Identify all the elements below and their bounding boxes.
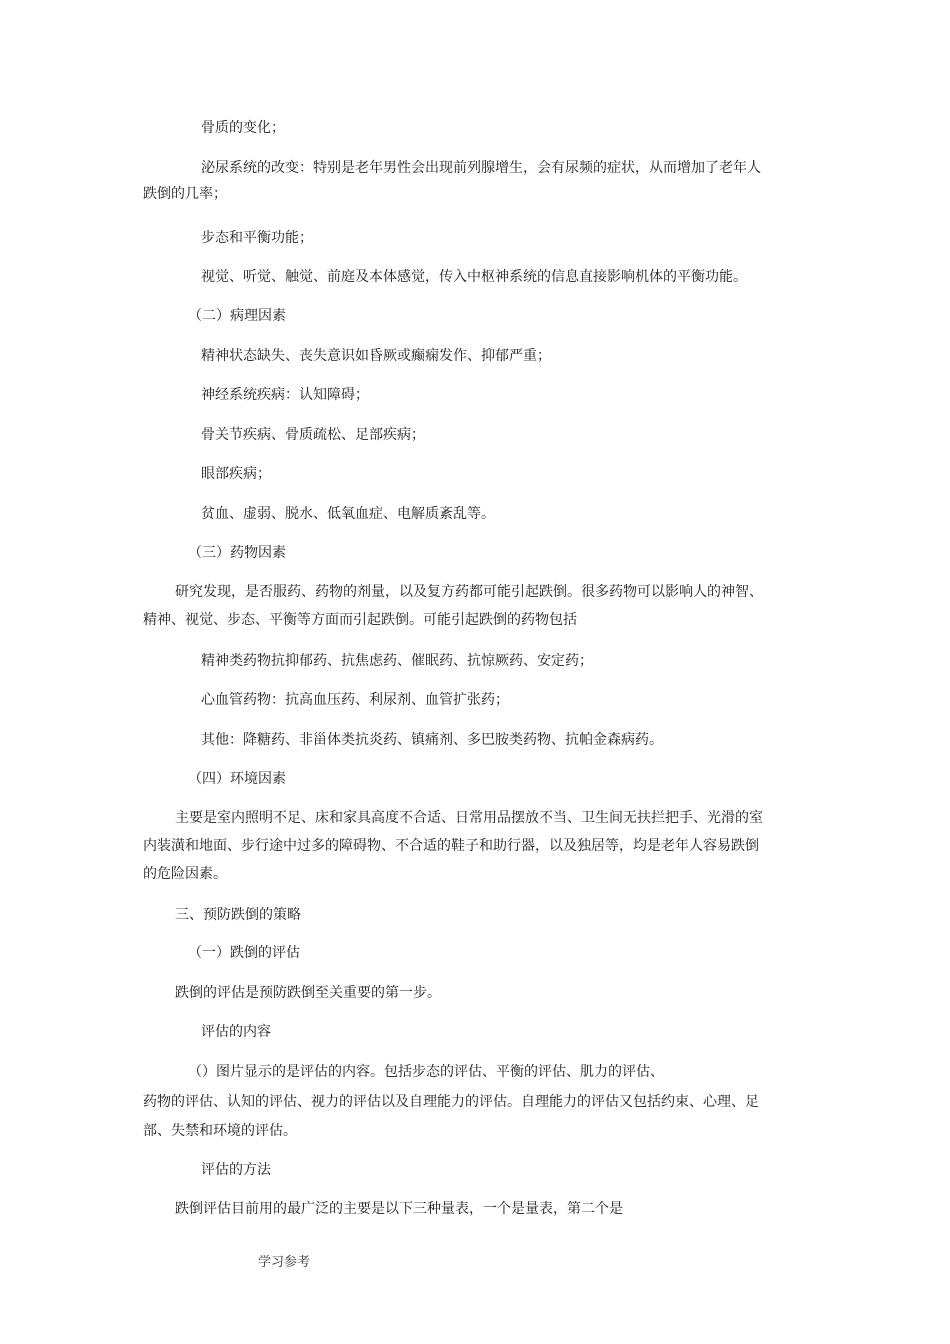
text-line: 贫血、虚弱、脱水、低氧血症、电解质紊乱等。	[201, 506, 495, 522]
subheading: 评估的方法	[201, 1162, 271, 1178]
text-line: 跌倒的几率；	[143, 186, 227, 202]
text-line: 药物的评估、认知的评估、视力的评估以及自理能力的评估。自理能力的评估又包括约束、心理、足	[143, 1094, 759, 1110]
text-line: 骨关节疾病、骨质疏松、足部疾病；	[201, 427, 425, 443]
text-line: 精神、视觉、步态、平衡等方面而引起跌倒。可能引起跌倒的药物包括	[143, 612, 577, 628]
text-line: 步态和平衡功能；	[201, 230, 313, 246]
section-heading: （一）跌倒的评估	[188, 945, 300, 961]
text-line: 内装潢和地面、步行途中过多的障碍物、不合适的鞋子和助行器，以及独居等，均是老年人容易跌倒	[143, 838, 759, 854]
section-heading: （二）病理因素	[188, 308, 286, 324]
text-line: 主要是室内照明不足、床和家具高度不合适、日常用品摆放不当、卫生间无扶拦把手、光滑的室	[175, 810, 763, 826]
text-line: （）图片显示的是评估的内容。包括步态的评估、平衡的评估、肌力的评估、	[188, 1064, 664, 1080]
text-line: 心血管药物：抗高血压药、利尿剂、血管扩张药；	[201, 692, 509, 708]
section-heading: 三、预防跌倒的策略	[175, 907, 301, 923]
subheading: 评估的内容	[201, 1024, 271, 1040]
text-line: 泌尿系统的改变：特别是老年男性会出现前列腺增生，会有尿频的症状，从而增加了老年人	[201, 160, 761, 176]
text-line: 跌倒的评估是预防跌倒至关重要的第一步。	[175, 985, 441, 1001]
text-line: 其他：降糖药、非甾体类抗炎药、镇痛剂、多巴胺类药物、抗帕金森病药。	[201, 732, 663, 748]
text-line: 研究发现，是否服药、药物的剂量，以及复方药都可能引起跌倒。很多药物可以影响人的神智、	[175, 584, 763, 600]
page-footer: 学习参考	[258, 1255, 311, 1270]
text-line: 眼部疾病；	[201, 466, 271, 482]
section-heading: （四）环境因素	[188, 771, 286, 787]
section-heading: （三）药物因素	[188, 545, 286, 561]
text-line: 精神状态缺失、丧失意识如昏厥或癫痫发作、抑郁严重；	[201, 348, 551, 364]
text-line: 精神类药物抗抑郁药、抗焦虑药、催眠药、抗惊厥药、安定药；	[201, 653, 593, 669]
text-line: 视觉、听觉、触觉、前庭及本体感觉，传入中枢神系统的信息直接影响机体的平衡功能。	[201, 269, 747, 285]
text-line: 部、失禁和环境的评估。	[143, 1123, 297, 1139]
text-line: 的危险因素。	[143, 866, 227, 882]
text-line: 神经系统疾病：认知障碍；	[201, 387, 369, 403]
text-line: 骨质的变化；	[201, 120, 285, 136]
text-line: 跌倒评估目前用的最广泛的主要是以下三种量表，一个是量表，第二个是	[175, 1201, 623, 1217]
